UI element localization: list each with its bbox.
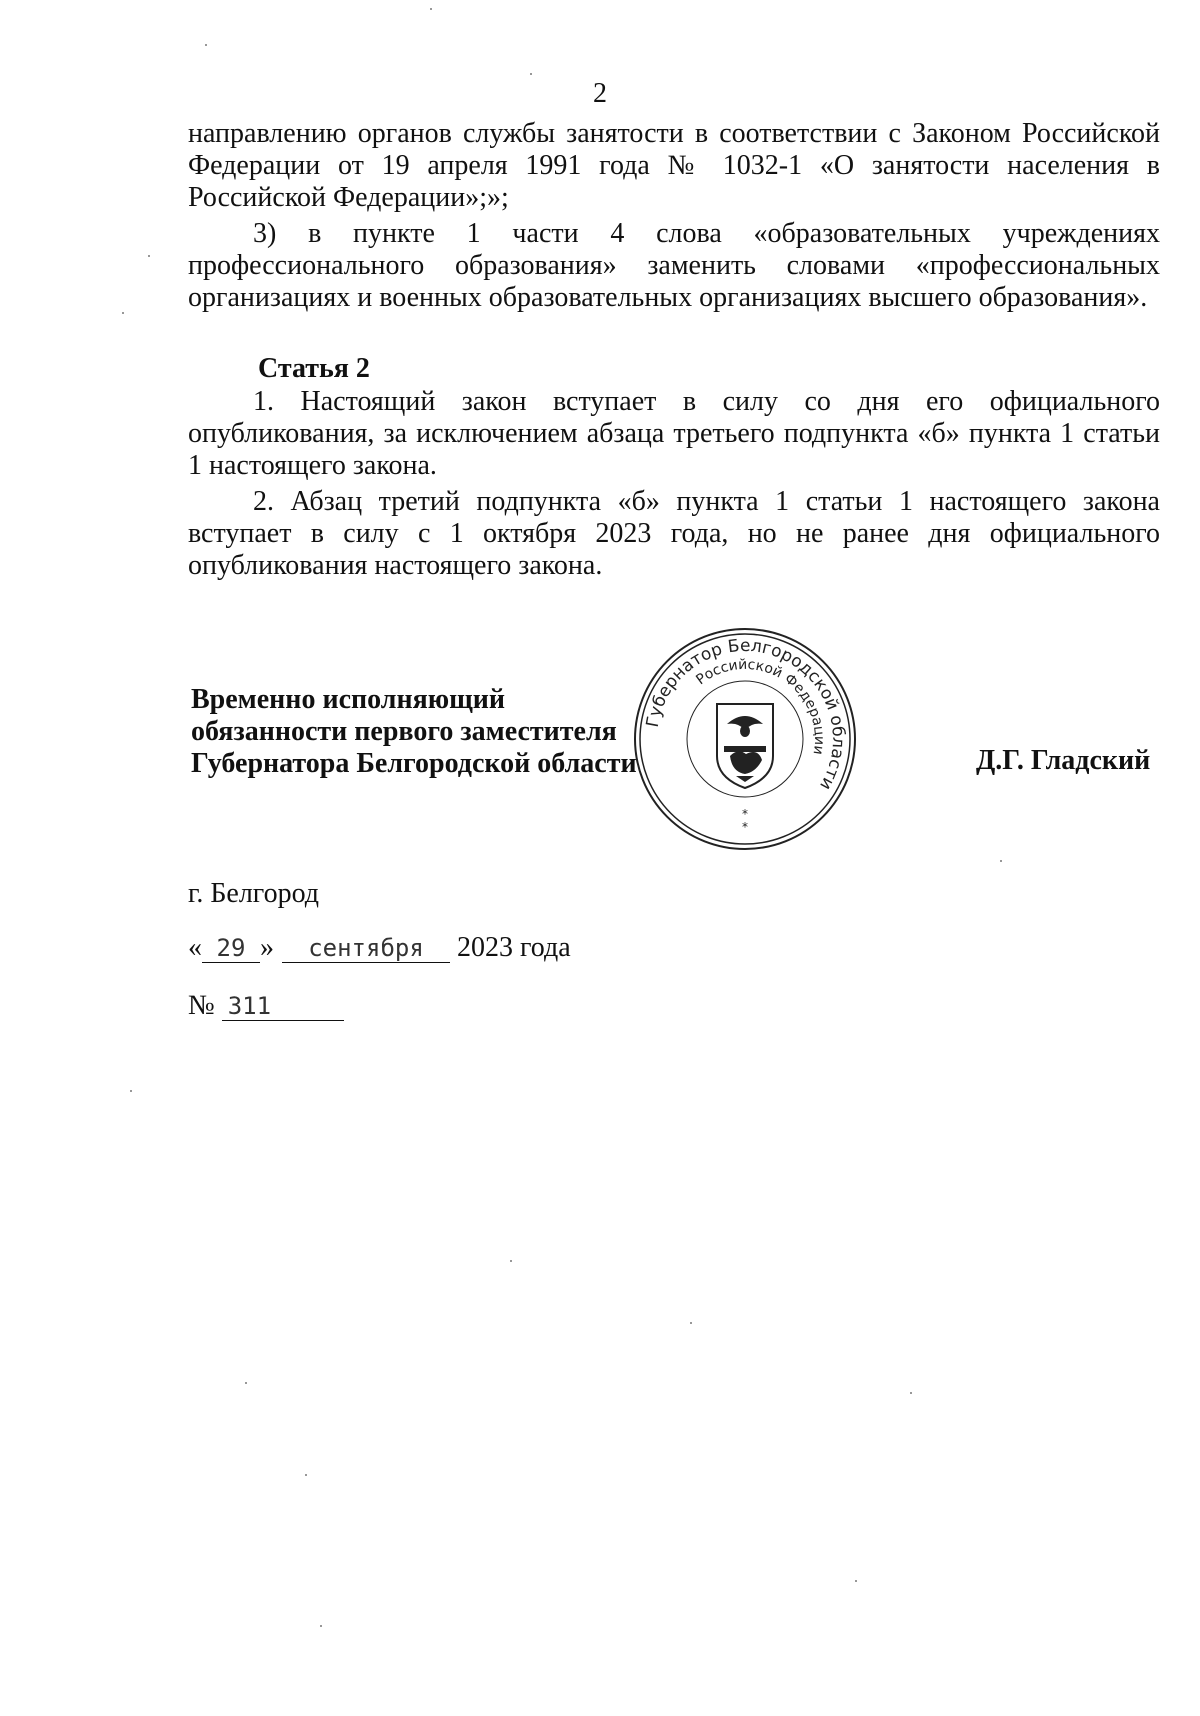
signing-date [188, 932, 571, 964]
scan-speck [122, 312, 124, 314]
article-heading: Статья 2 [258, 353, 370, 384]
paragraph-item-3: 3) в пункте 1 части 4 слова «образовательных учреждениях профессионального образования» заменить словами «профессиональных организациях и военных образовательных организациях высшего образования». [188, 218, 1160, 313]
law-number [188, 990, 344, 1022]
official-seal [632, 626, 858, 852]
scan-speck [910, 1392, 912, 1394]
date-month: сентября [282, 934, 450, 963]
article-item-2: 2. Абзац третий подпункта «б» пункта 1 статьи 1 настоящего закона вступает в силу с 1 октября 2023 года, но не ранее дня официального опубликования настоящего закона. [188, 486, 1160, 581]
signatory-title-line: Временно исполняющий [191, 684, 506, 715]
date-day: 29 [202, 934, 260, 963]
scan-speck [305, 1474, 307, 1476]
date-year: 2023 года [457, 932, 571, 963]
signatory-name: Д.Г. Гладский [976, 745, 1151, 776]
article-item-1: 1. Настоящий закон вступает в силу со дня его официального опубликования, за исключением абзаца третьего подпункта «б» пункта 1 статьи 1 настоящего закона. [188, 386, 1160, 481]
signatory-title-line: Губернатора Белгородской области [191, 748, 637, 779]
paragraph-continuation: направлению органов службы занятости в соответствии с Законом Российской Федерации от 19 апреля 1991 года № 1032-1 «О занятости населения в Российской Федерации»;»; [188, 118, 1160, 213]
place-of-signing: г. Белгород [188, 878, 320, 909]
coat-of-arms-icon [717, 704, 773, 788]
page-number: 2 [593, 78, 607, 109]
signatory-title-line: обязанности первого заместителя [191, 716, 617, 747]
number-value: 311 [222, 992, 344, 1021]
scan-speck [510, 1260, 512, 1262]
svg-text:*: * [742, 807, 748, 821]
scan-speck [130, 1090, 132, 1092]
scan-speck [320, 1625, 322, 1627]
scan-speck [245, 1382, 247, 1384]
scan-speck [1000, 860, 1002, 862]
seal-outer-text: Губернатор Белгородской области [642, 635, 849, 794]
date-close-quote: » [260, 932, 274, 963]
seal-inner-text: Российской Федерации [693, 656, 828, 756]
number-sign: № [188, 990, 215, 1021]
scan-speck [855, 1580, 857, 1582]
scan-speck [530, 73, 532, 75]
scan-speck [690, 1322, 692, 1324]
scan-speck [430, 8, 432, 10]
svg-text:*: * [742, 820, 748, 834]
date-open-quote: « [188, 932, 202, 963]
signatory-title [191, 684, 637, 780]
scan-speck [148, 255, 150, 257]
scan-speck [205, 44, 207, 46]
